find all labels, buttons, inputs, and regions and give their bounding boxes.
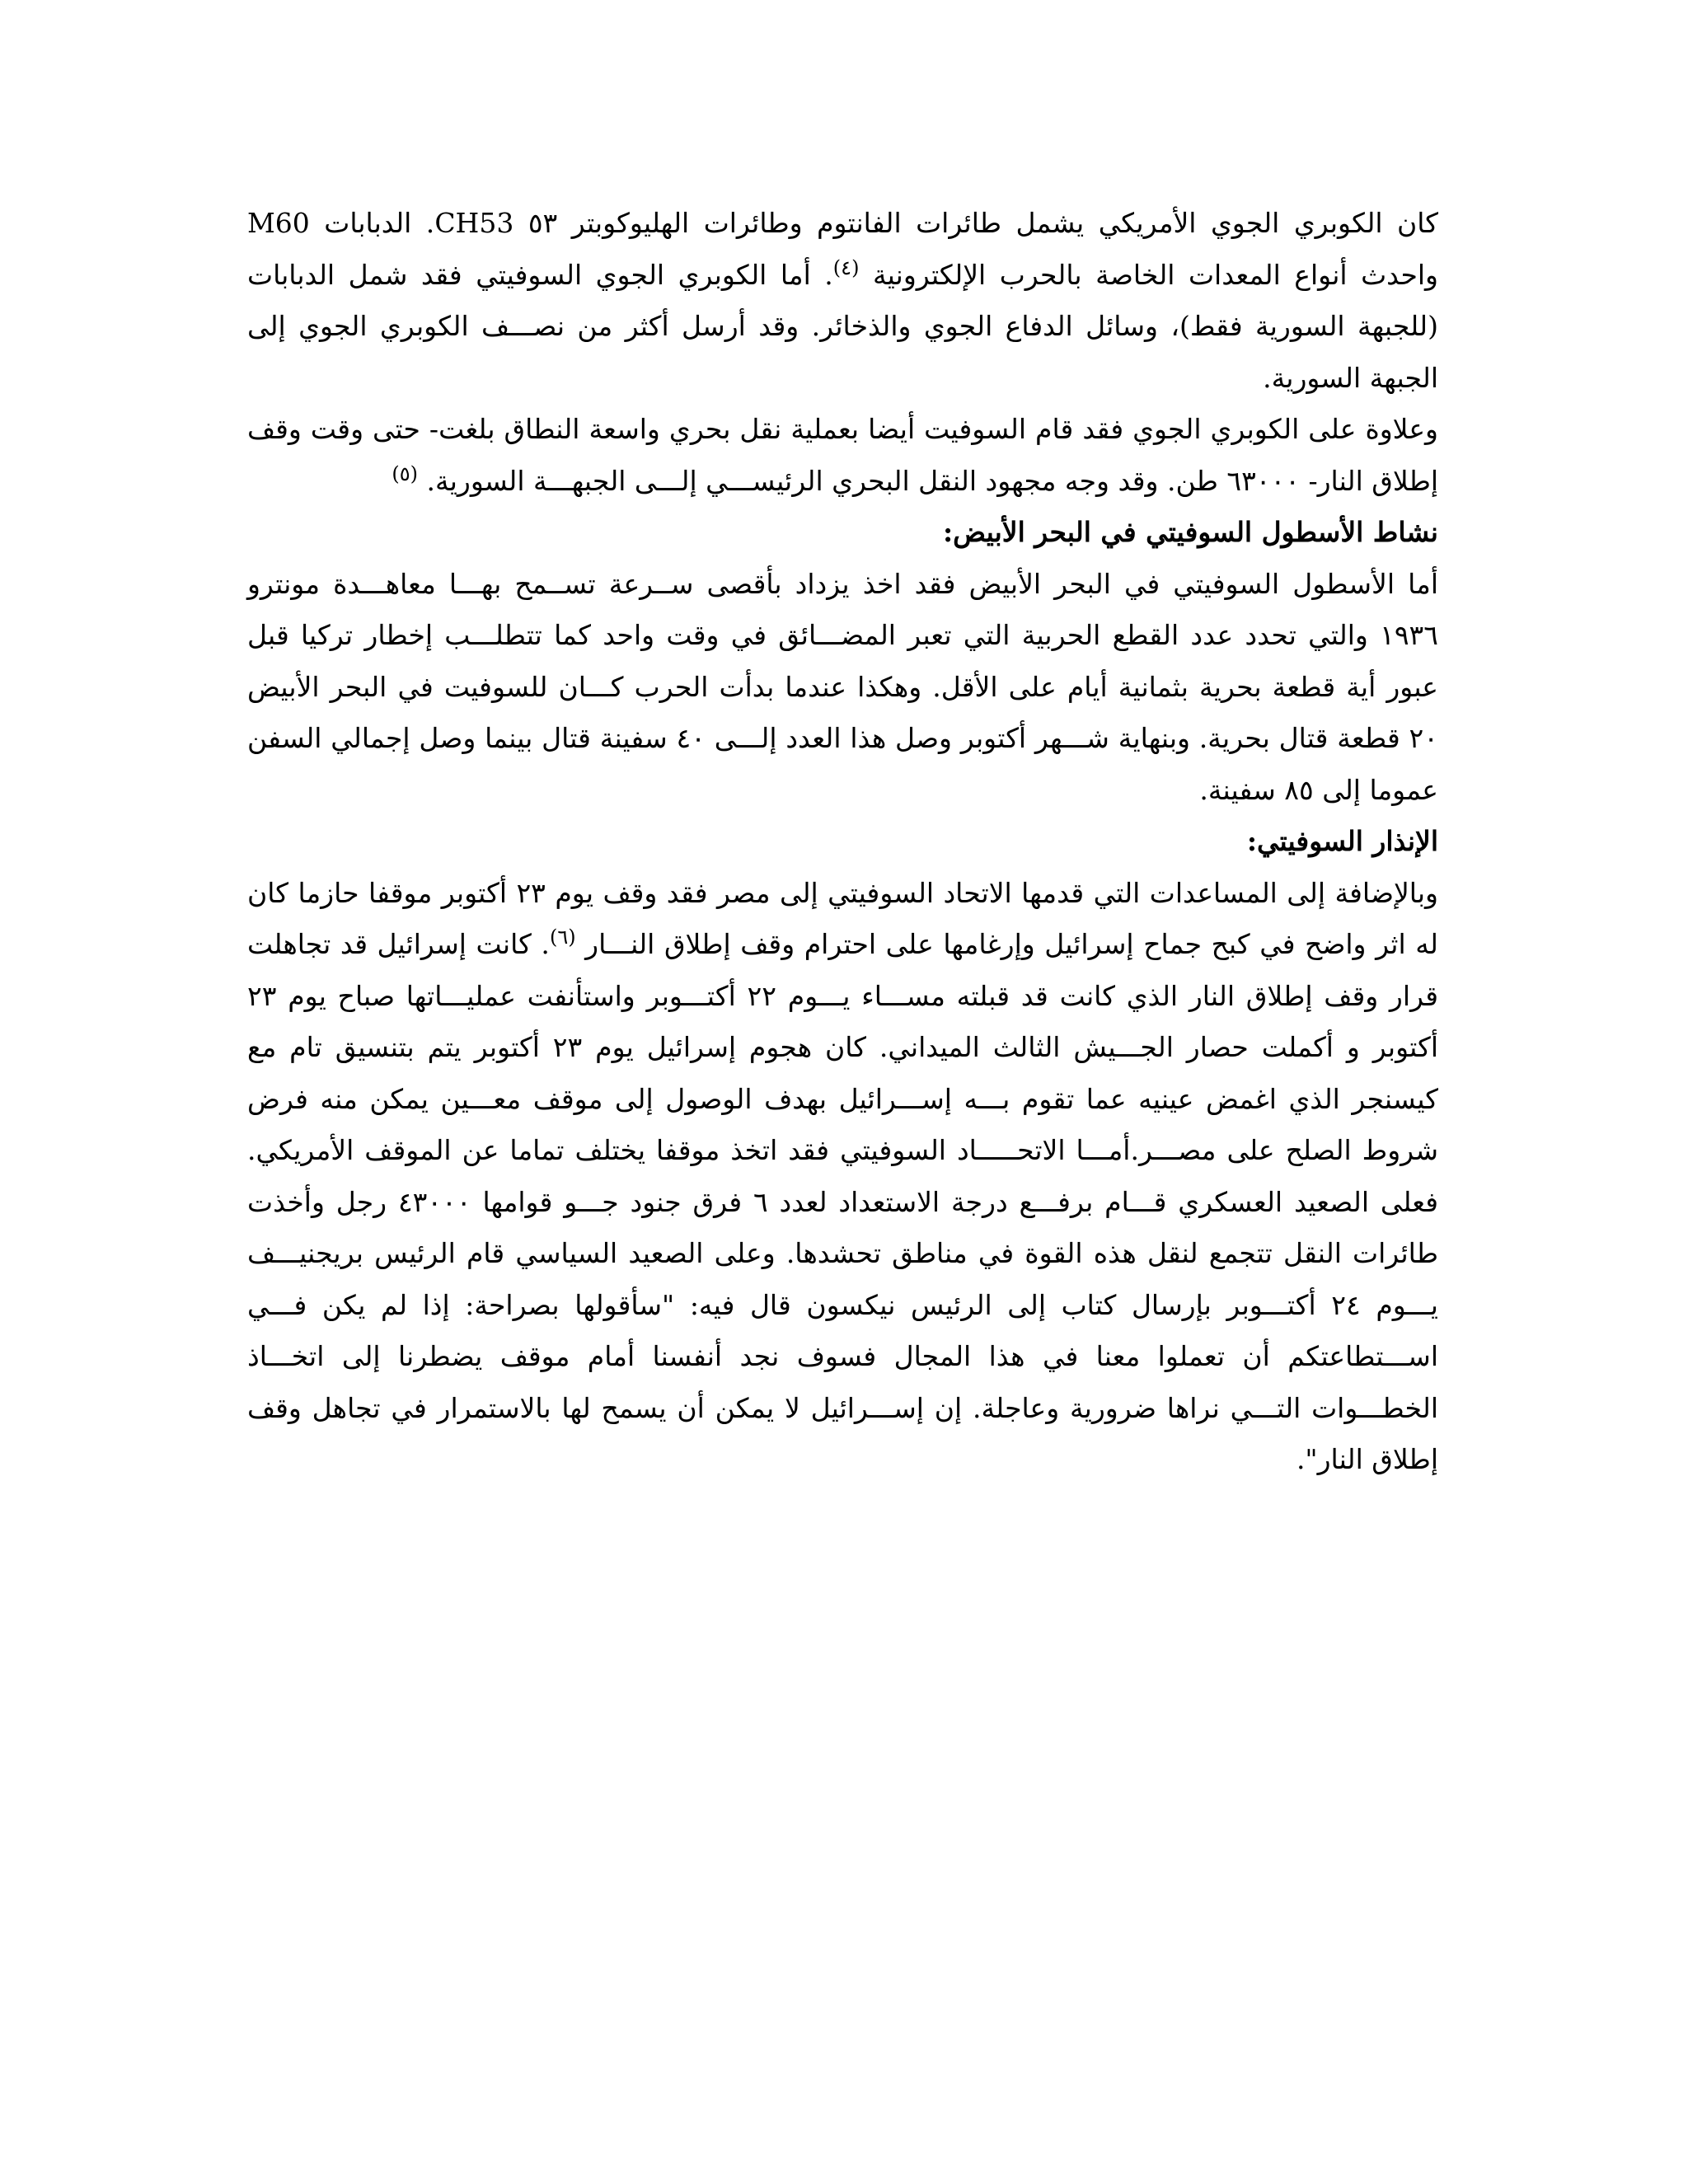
footnote-marker: (٦)	[549, 926, 576, 949]
paragraph-text: نشاط الأسطول السوفيتي في البحر الأبيض:	[943, 516, 1438, 548]
body-paragraph	[247, 404, 1438, 507]
paragraph-text: . كانت إسرائيل قد تجاهلت قرار وقف إطلاق النار الذي كانت قد قبلته مســـاء يـــوم ٢٢ أكتـــوبر واستأنفت عمليـــاتها صباح يوم ٢٣ أكتوبر و أكملت حصار الجـــيش الثالث الميداني. كان هجوم إسرائيل يوم ٢٣ أكتوبر يتم بتنسيق تام مع كيسنجر الذي اغمض عينيه عما تقوم بـــه إســـرائيل بهدف الوصول إلى موقف معـــين يمكن منه فرض شروط الصلح على مصـــر.أمـــا الاتحـــــاد السوفيتي فقد اتخذ موقفا يختلف تماما عن الموقف الأمريكي. فعلى الصعيد العسكري قـــام برفـــع درجة الاستعداد لعدد ٦ فرق جنود جـــو قوامها ٤٣٠٠٠ رجل وأخذت طائرات النقل تتجمع لنقل هذه القوة في مناطق تحشدها. وعلى الصعيد السياسي قام الرئيس بريجنيـــف يـــوم ٢٤ أكتـــوبر بإرسال كتاب إلى الرئيس نيكسون قال فيه: "سأقولها بصراحة: إذا لم يكن فـــي اســـتطاعتكم أن تعملوا معنا في هذا المجال فسوف نجد أنفسنا أمام موقف يضطرنا إلى اتخـــاذ الخطـــوات التـــي نراها ضرورية وعاجلة. إن إســـرائيل لا يمكن أن يسمح لها بالاستمرار في تجاهل وقف إطلاق النار".	[247, 928, 1439, 1475]
paragraph-text: . أما الكوبري الجوي السوفيتي فقد شمل الدبابات (للجبهة السورية فقط)، وسائل الدفاع الجوي والذخائر. وقد أرسل أكثر من نصـــف الكوبري الجوي إلى الجبهة السورية.	[247, 258, 1438, 394]
paragraph-text: أما الأسطول السوفيتي في البحر الأبيض فقد اخذ يزداد بأقصى ســرعة تســمح بهـــا معاهـــدة مونترو ١٩٣٦ والتي تحدد عدد القطع الحربية التي تعبر المضـــائق في وقت واحد كما تتطلـــب إخطار تركيا قبل عبور أية قطعة بحرية بثمانية أيام على الأقل. وهكذا عندما بدأت الحرب كـــان للسوفيت في البحر الأبيض ٢٠ قطعة قتال بحرية. وبنهاية شـــهر أكتوبر وصل هذا العدد إلـــى ٤٠ سفينة قتال بينما وصل إجمالي السفن عموما إلى ٨٥ سفينة.	[247, 567, 1438, 806]
body-paragraph	[247, 559, 1438, 817]
paragraph-text: كان الكوبري الجوي الأمريكي يشمل طائرات الفانتوم وطائرات الهليوكوبتر ٥٣ CH53. الدبابات M60 واحدث أنواع المعدات الخاصة بالحرب الإلكترونية	[247, 207, 1439, 291]
section-heading	[247, 816, 1438, 868]
body-paragraph	[247, 868, 1438, 1486]
footnote-marker: (٤)	[832, 255, 860, 279]
footnote-marker: (٥)	[392, 462, 419, 485]
body-paragraph	[247, 198, 1438, 404]
document-page	[247, 198, 1438, 1486]
section-heading	[247, 507, 1438, 559]
paragraph-text: الإنذار السوفيتي:	[1246, 825, 1438, 857]
paragraph-text: وعلاوة على الكوبري الجوي فقد قام السوفيت أيضا بعملية نقل بحري واسعة النطاق بلغت- حتى وقت وقف إطلاق النار- ٦٣٠٠٠ طن. وقد وجه مجهود النقل البحري الرئيســـي إلـــى الجبهـــة السورية.	[247, 413, 1438, 497]
paragraph-text: وبالإضافة إلى المساعدات التي قدمها الاتحاد السوفيتي إلى مصر فقد وقف يوم ٢٣ أكتوبر موقفا حازما كان له اثر واضح في كبح جماح إسرائيل وإرغامها على احترام وقف إطلاق النـــار	[247, 876, 1438, 960]
